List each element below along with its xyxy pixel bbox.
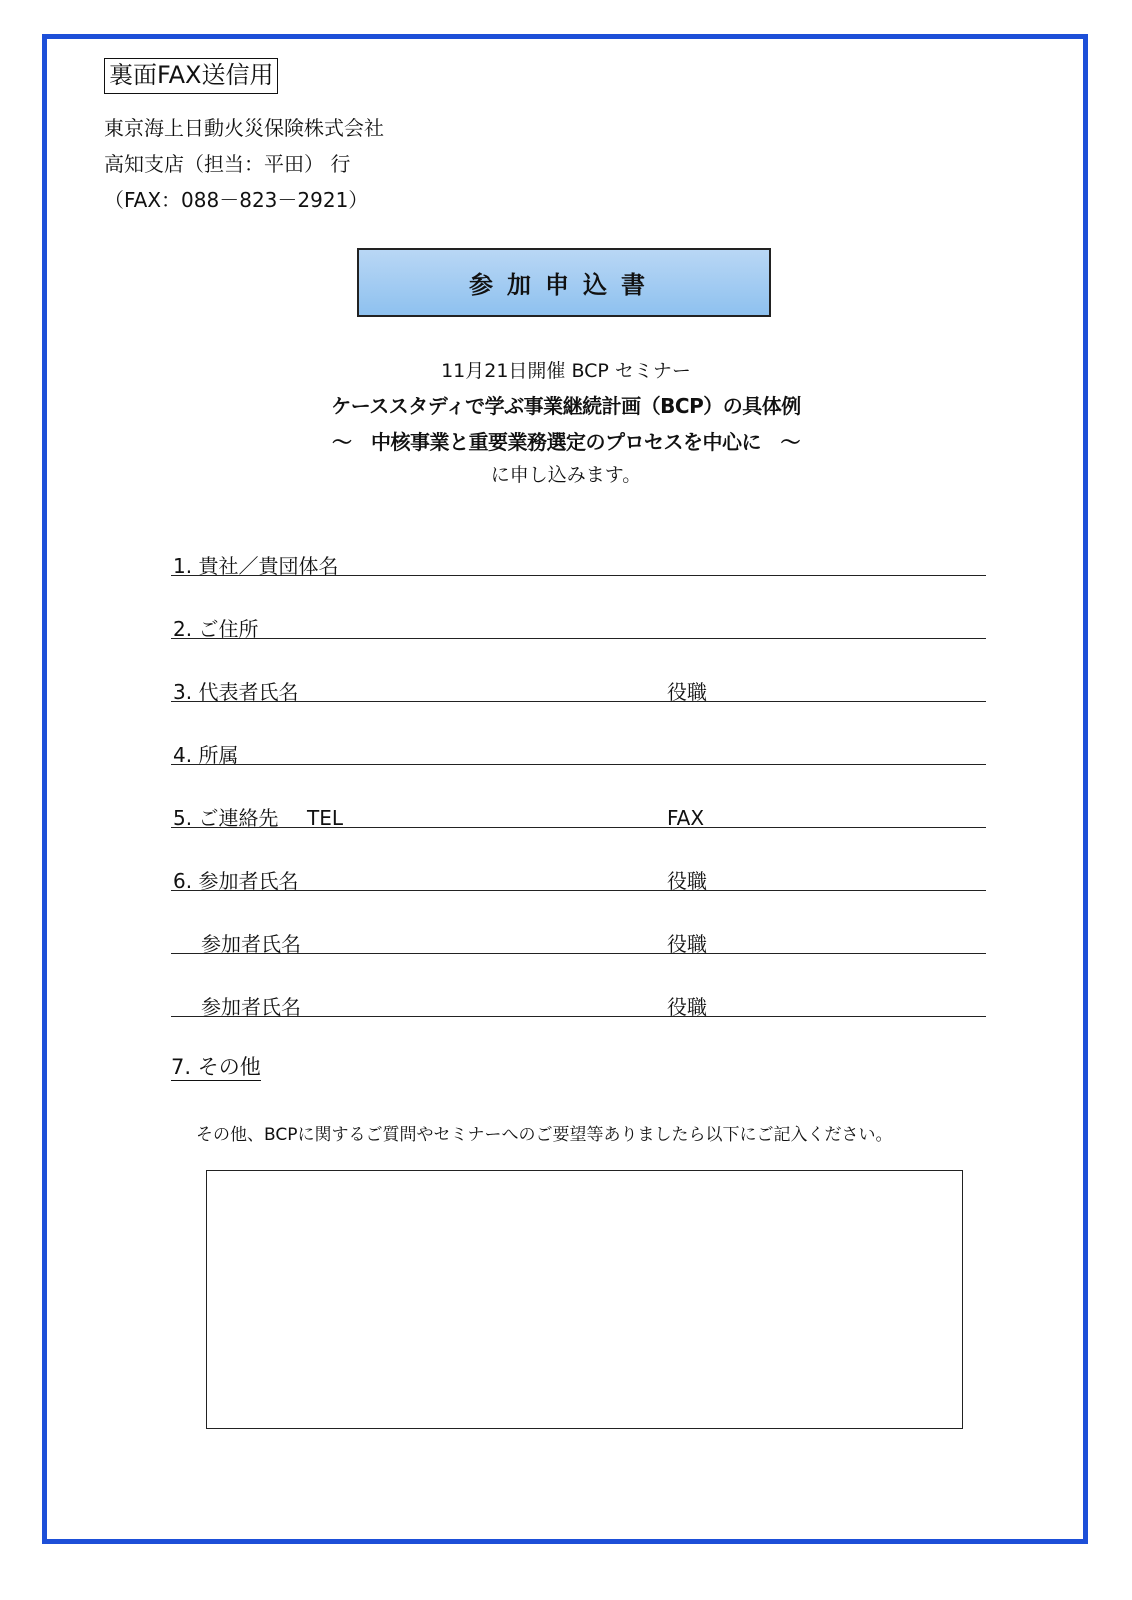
field-label: 2. ご住所 — [173, 617, 259, 641]
recipient-fax: （FAX：088－823－2921） — [104, 188, 369, 212]
field-address[interactable] — [171, 609, 986, 639]
field-label: 参加者氏名 — [201, 932, 301, 956]
field-label: 参加者氏名 — [201, 995, 301, 1019]
field-company-name[interactable] — [171, 546, 986, 576]
field-department[interactable] — [171, 735, 986, 765]
seminar-date: 11月21日開催 BCP セミナー — [441, 360, 691, 382]
other-section-title: 7. その他 — [171, 1055, 261, 1079]
comment-box[interactable] — [206, 1170, 963, 1429]
field-label: 6. 参加者氏名 — [173, 869, 299, 893]
seminar-title: ケーススタディで学ぶ事業継続計画（BCP）の具体例 — [331, 394, 801, 418]
apply-text: に申し込みます。 — [490, 464, 642, 486]
field-participant-3[interactable] — [171, 987, 986, 1017]
position-label: 役職 — [667, 869, 707, 893]
other-note: その他、BCPに関するご質問やセミナーへのご要望等ありましたら以下にご記入ください。 — [196, 1125, 893, 1145]
position-label: 役職 — [667, 932, 707, 956]
position-label: 役職 — [667, 680, 707, 704]
field-participant-2[interactable] — [171, 924, 986, 954]
position-label: 役職 — [667, 995, 707, 1019]
field-participant-1[interactable] — [171, 861, 986, 891]
tel-label: TEL — [307, 806, 343, 830]
field-label: 3. 代表者氏名 — [173, 680, 299, 704]
form-title: 参加申込書 — [357, 248, 771, 317]
field-contact[interactable] — [171, 798, 986, 828]
field-label: 4. 所属 — [173, 743, 239, 767]
recipient-company: 東京海上日動火災保険株式会社 — [104, 116, 384, 140]
seminar-subtitle: ～ 中核事業と重要業務選定のプロセスを中心に ～ — [332, 430, 800, 454]
field-label: 5. ご連絡先 — [173, 806, 279, 830]
field-representative[interactable] — [171, 672, 986, 702]
fax-label: 裏面FAX送信用 — [104, 58, 278, 94]
recipient-branch: 高知支店（担当：平田） 行 — [104, 152, 351, 176]
field-label: 1. 貴社／貴団体名 — [173, 554, 339, 578]
fax-field-label: FAX — [667, 806, 705, 830]
